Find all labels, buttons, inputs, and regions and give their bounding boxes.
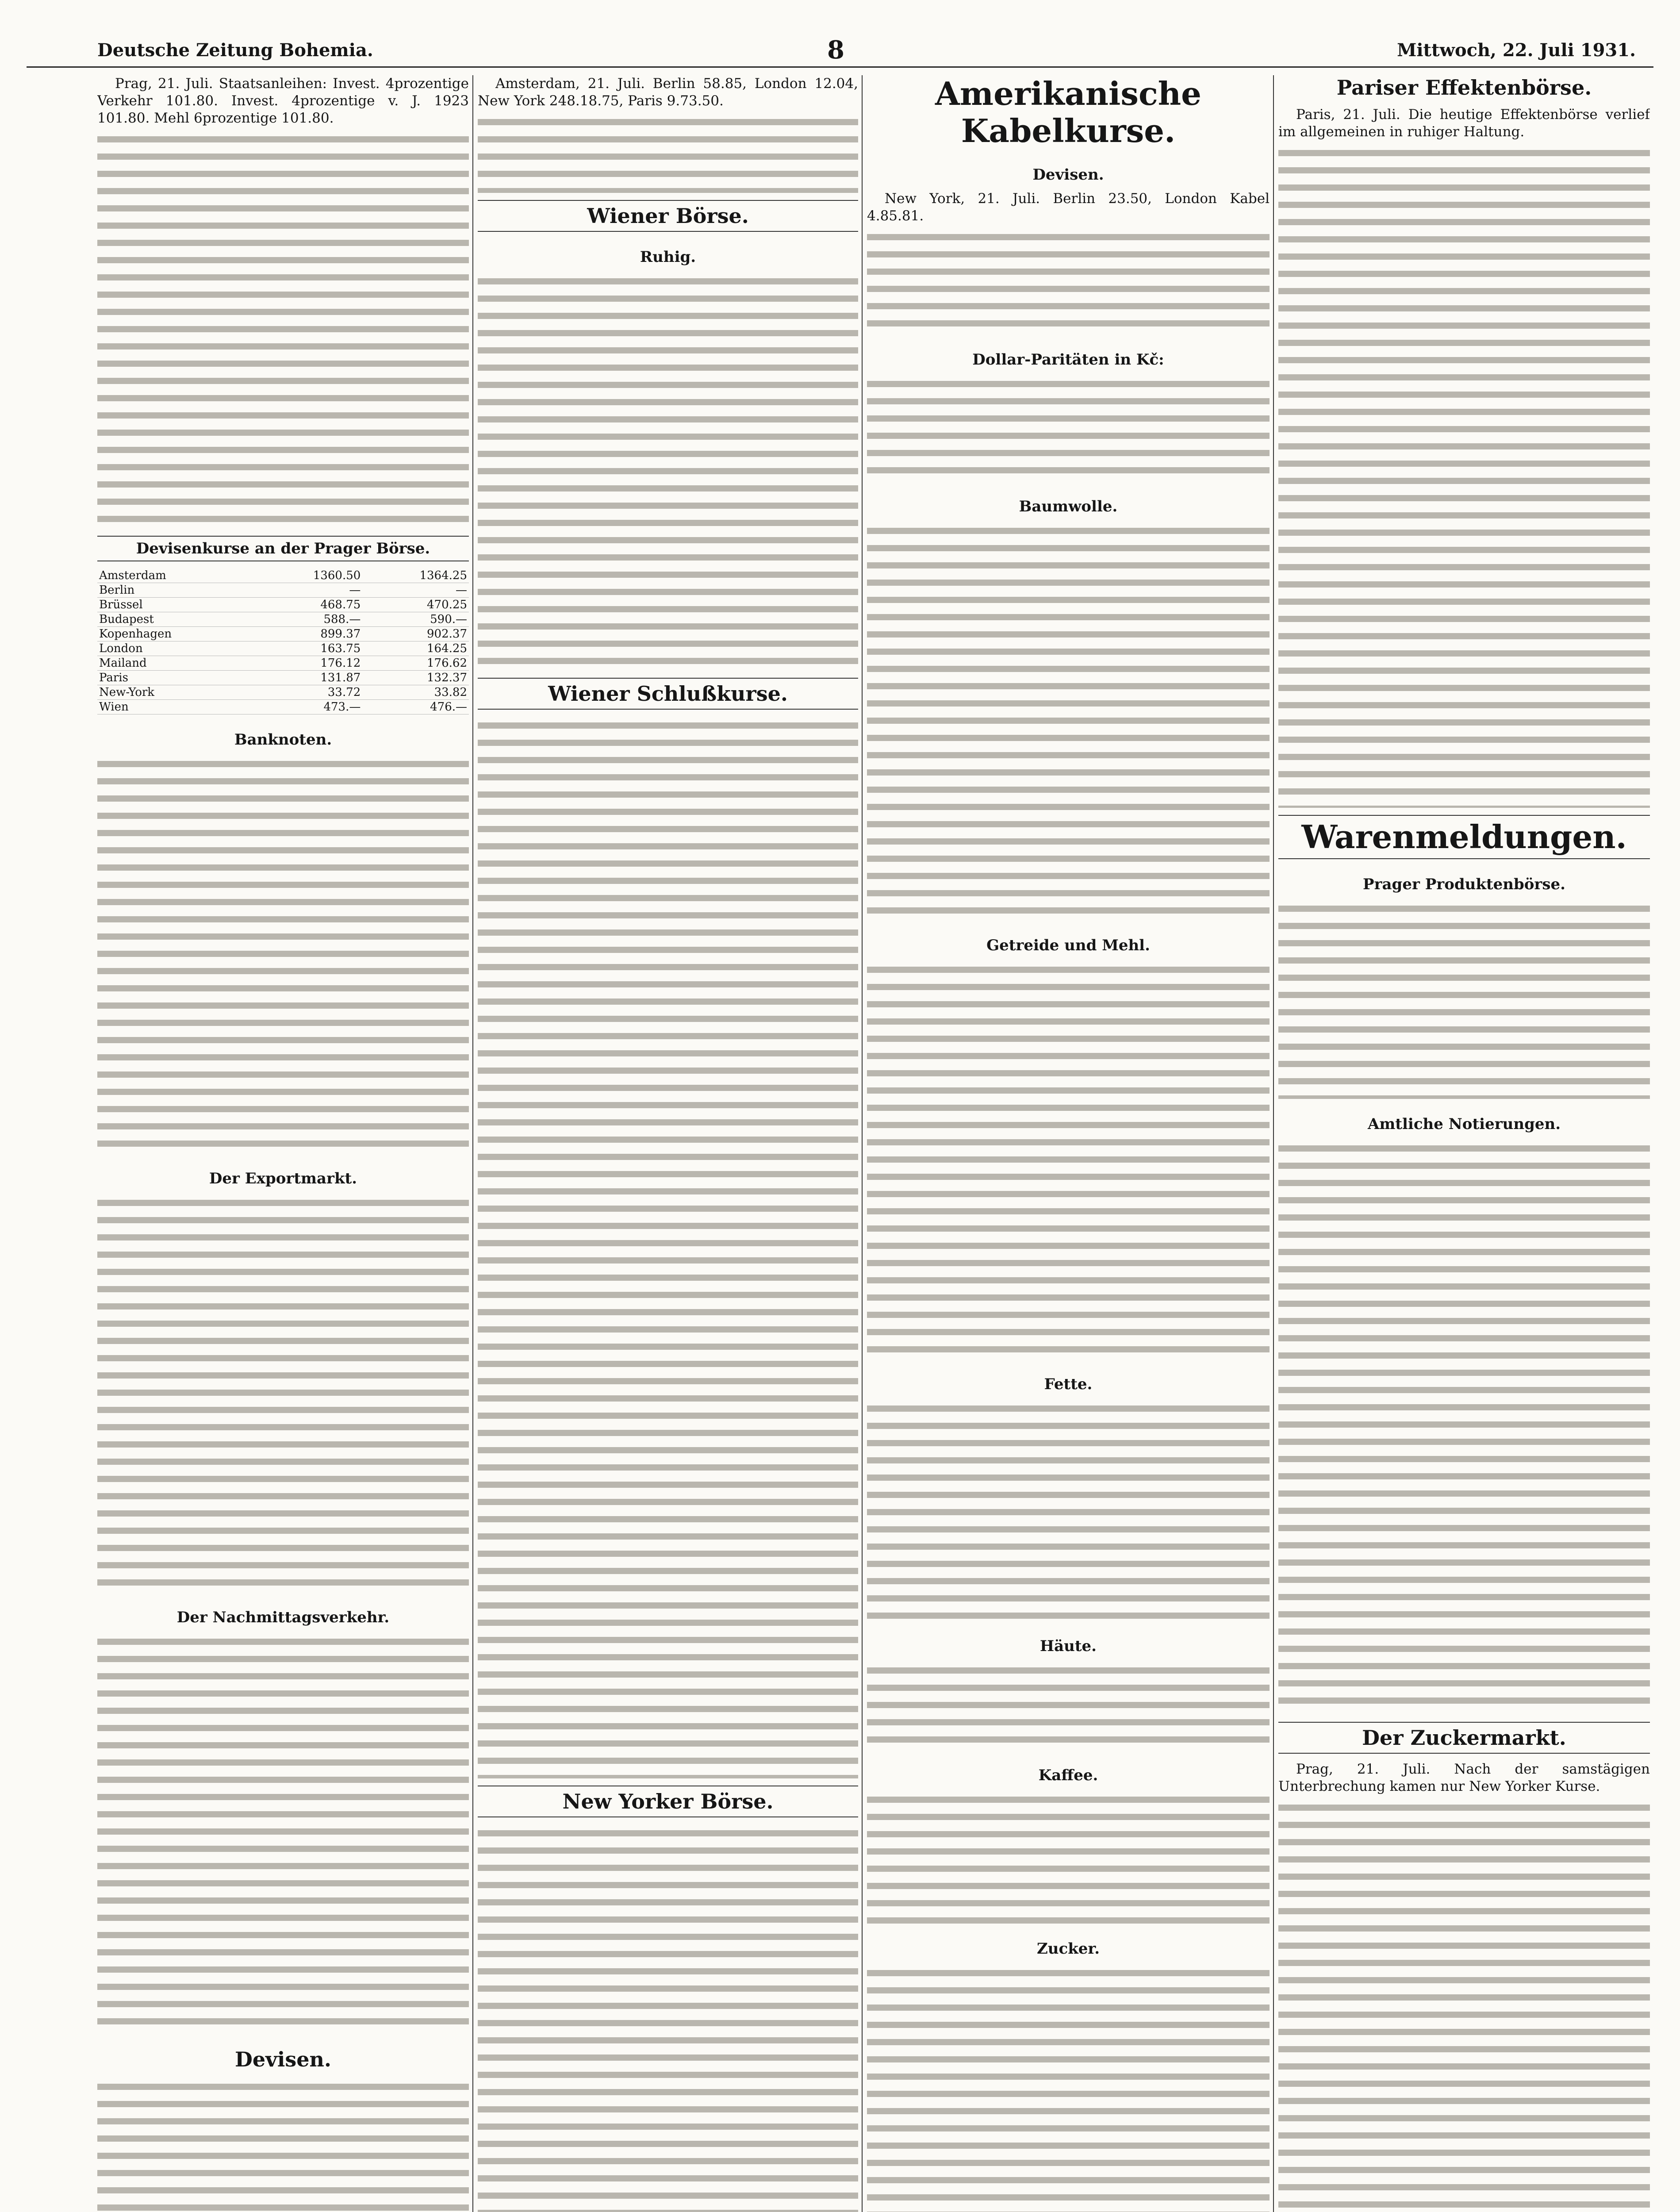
column-rule <box>1273 75 1274 2212</box>
newspaper-name: Deutsche Zeitung Bohemia. <box>97 40 373 61</box>
table-cell: Amsterdam <box>97 568 256 583</box>
table-cell: 33.82 <box>362 685 469 700</box>
section-heading: Zucker. <box>1036 1940 1100 1958</box>
column-rule <box>472 75 473 2212</box>
newspaper-page <box>27 27 1653 2212</box>
table-cell: 902.37 <box>362 627 469 641</box>
table-row <box>97 700 469 714</box>
text-block <box>867 1964 1270 2212</box>
text-block <box>97 1633 469 2031</box>
table-row <box>97 598 469 612</box>
table-cell: Mailand <box>97 656 256 671</box>
table-cell: Brüssel <box>97 598 256 612</box>
text-block <box>867 961 1270 1359</box>
article-paragraph: Prag, 21. Juli. Nach der samstägigen Unterbrechung kamen nur New Yorker Kurse. <box>1278 1761 1650 1794</box>
text-block <box>1278 144 1650 808</box>
table-cell: Kopenhagen <box>97 627 256 641</box>
table-row <box>97 656 469 671</box>
masthead <box>27 35 1653 68</box>
text-block <box>867 228 1270 334</box>
text-block <box>478 113 858 193</box>
table-cell: London <box>97 641 256 656</box>
table-row <box>97 671 469 685</box>
section-subheading: Devisen. <box>1032 166 1104 184</box>
text-block <box>478 1824 858 2212</box>
issue-date: Mittwoch, 22. Juli 1931. <box>1397 40 1636 61</box>
devisen-table <box>97 568 469 714</box>
table-cell: 470.25 <box>362 598 469 612</box>
section-heading: Devisen. <box>235 2047 331 2071</box>
text-block <box>1278 900 1650 1099</box>
page-number: 8 <box>827 35 844 65</box>
section-heading: Getreide und Mehl. <box>986 937 1150 954</box>
table-row <box>97 612 469 627</box>
text-block <box>97 2078 469 2212</box>
table-cell: 473.— <box>256 700 363 714</box>
table-cell: 132.37 <box>362 671 469 685</box>
section-heading: Wiener Börse. <box>478 200 858 232</box>
text-block <box>97 755 469 1153</box>
section-heading: Kaffee. <box>1038 1767 1098 1784</box>
column-1 <box>97 75 469 2212</box>
section-heading: Warenmeldungen. <box>1278 815 1650 859</box>
table-cell: 899.37 <box>256 627 363 641</box>
section-heading: Fette. <box>1044 1375 1093 1393</box>
section-subheading: Ruhig. <box>640 248 696 266</box>
table-cell: 590.— <box>362 612 469 627</box>
table-cell: 176.12 <box>256 656 363 671</box>
table-cell: 164.25 <box>362 641 469 656</box>
text-block <box>867 1662 1270 1750</box>
text-block <box>97 1194 469 1592</box>
text-block <box>478 273 858 671</box>
section-heading: Der Zuckermarkt. <box>1278 1722 1650 1754</box>
section-heading: Banknoten. <box>234 731 332 749</box>
table-cell: Wien <box>97 700 256 714</box>
section-heading: New Yorker Börse. <box>478 1786 858 1817</box>
text-block <box>867 375 1270 481</box>
table-cell: New-York <box>97 685 256 700</box>
table-cell: 588.— <box>256 612 363 627</box>
section-subheading: Prager Produktenbörse. <box>1363 876 1565 893</box>
text-block <box>867 522 1270 920</box>
section-heading: Devisenkurse an der Prager Börse. <box>97 536 469 561</box>
section-heading: Pariser Effektenbörse. <box>1336 76 1592 100</box>
section-heading: Häute. <box>1039 1637 1097 1655</box>
quotation-table <box>478 717 858 1778</box>
table-cell: 476.— <box>362 700 469 714</box>
article-paragraph: New York, 21. Juli. Berlin 23.50, London Kabel 4.85.81. <box>867 191 1270 224</box>
text-block <box>1278 1799 1650 2212</box>
text-block <box>867 1400 1270 1621</box>
section-heading: Wiener Schlußkurse. <box>478 678 858 710</box>
column-4 <box>1278 75 1650 2212</box>
table-cell: — <box>362 583 469 598</box>
text-block <box>97 131 469 529</box>
table-cell: — <box>256 583 363 598</box>
table-cell: 468.75 <box>256 598 363 612</box>
table-row <box>97 641 469 656</box>
table-cell: 1364.25 <box>362 568 469 583</box>
section-heading: Der Nachmittagsverkehr. <box>176 1609 390 1626</box>
table-cell: 163.75 <box>256 641 363 656</box>
section-heading: Amerikanische Kabelkurse. <box>935 75 1201 150</box>
table-cell: 176.62 <box>362 656 469 671</box>
section-heading: Baumwolle. <box>1019 498 1118 515</box>
article-paragraph: Paris, 21. Juli. Die heutige Effektenbörse verlief im allgemeinen in ruhiger Haltung. <box>1278 107 1650 140</box>
column-rule <box>862 75 863 2212</box>
table-cell: Paris <box>97 671 256 685</box>
table-row <box>97 627 469 641</box>
section-heading: Amtliche Notierungen. <box>1367 1115 1561 1133</box>
table-row <box>97 583 469 598</box>
section-heading: Der Exportmarkt. <box>209 1170 357 1187</box>
column-3 <box>867 75 1270 2212</box>
column-2 <box>478 75 858 2212</box>
section-heading: Dollar-Paritäten in Kč: <box>972 351 1164 369</box>
table-cell: Budapest <box>97 612 256 627</box>
text-block <box>867 1791 1270 1924</box>
quotation-table <box>1278 1140 1650 1715</box>
table-row <box>97 568 469 583</box>
table-cell: 1360.50 <box>256 568 363 583</box>
table-cell: Berlin <box>97 583 256 598</box>
table-cell: 131.87 <box>256 671 363 685</box>
article-paragraph: Amsterdam, 21. Juli. Berlin 58.85, London 12.04, New York 248.18.75, Paris 9.73.50. <box>478 76 858 109</box>
table-row <box>97 685 469 700</box>
table-cell: 33.72 <box>256 685 363 700</box>
article-paragraph: Prag, 21. Juli. Staatsanleihen: Invest. 4prozentige Verkehr 101.80. Invest. 4prozentige v. J. 1923 101.80. Mehl 6prozentige 101.80. <box>97 76 469 126</box>
